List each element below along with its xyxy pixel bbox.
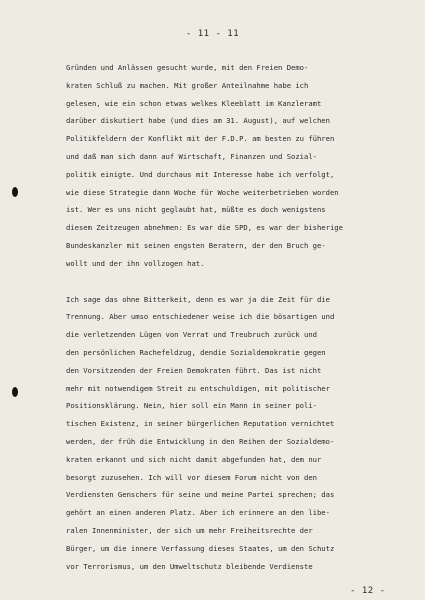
text-line: ist. Wer es uns nicht geglaubt hat, müßte es doch wenigstens [66, 205, 326, 215]
next-page-number: - 12 - [350, 586, 386, 596]
text-line: tischen Existenz, in seiner bürgerlichen Reputation vernichtet [66, 419, 335, 429]
text-line: den Vorsitzenden der Freien Demokraten führt. Das ist nicht [66, 365, 322, 375]
text-line: kraten erkannt und sich nicht damit abgefunden hat, dem nur [66, 454, 322, 464]
text-line: Gründen und Anlässen gesucht wurde, mit den Freien Demo- [66, 63, 309, 72]
text-line: kraten Schluß zu machen. Mit großer Anteilnahme habe ich [66, 80, 309, 90]
text-line: wollt und der ihn vollzogen hat. [66, 258, 205, 268]
text-line: die verletzenden Lügen von Verrat und Treubruch zurück und [66, 330, 317, 340]
text-line: Bundeskanzler mit seinen engsten Beratern, der den Bruch ge- [66, 240, 326, 250]
text-line: gelesen, wie ein schon etwas welkes Kleeblatt im Kanzleramt [66, 98, 322, 108]
text-line: vor Terrorismus, um den Umweltschutz bleibende Verdienste [66, 561, 313, 571]
text-line: den persönlichen Rachefeldzug, dendie Sozialdemokratie gegen [66, 347, 326, 357]
text-line: gehört an einen anderen Platz. Aber ich erinnere an den libe- [66, 508, 330, 518]
text-line: Bürger, um die innere Verfassung dieses Staates, um den Schutz [66, 543, 335, 553]
text-line: ralen Innenminister, der sich um mehr Freiheitsrechte der [66, 525, 313, 535]
text-line: wie diese Strategie dann Woche für Woche weiterbetrieben worden [66, 187, 339, 197]
text-line: diesem Zeitzeugen abnehmen: Es war die SPD, es war der bisherige [66, 223, 343, 233]
text-line: Ich sage das ohne Bitterkeit, denn es war ja die Zeit für die [66, 294, 330, 304]
punch-hole-top [12, 187, 18, 197]
punch-hole-bottom [12, 387, 18, 397]
text-line: werden, der früh die Entwicklung in den Reihen der Sozialdemo- [66, 436, 335, 446]
text-line: Verdiensten Genschers für seine und meine Partei sprechen; das [66, 490, 335, 500]
text-line: Politikfeldern der Konflikt mit der F.D.P. am besten zu führen [66, 134, 335, 144]
paragraph-gap [66, 273, 398, 291]
text-line: besorgt zuzusehen. Ich will vor diesem Forum nicht von den [66, 472, 317, 482]
text-line: mehr mit notwendigem Streit zu entschuldigen, mit politischer [66, 383, 330, 393]
paragraph-2 [66, 291, 398, 576]
text-line: Trennung. Aber umso entschiedener weise ich die bösartigen und [66, 312, 335, 322]
text-line: darüber diskutiert habe (und dies am 31. August), auf welchen [66, 116, 330, 126]
text-line: und daß man sich dann auf Wirtschaft, Finanzen und Sozial- [66, 151, 317, 161]
text-line: Positionsklärung. Nein, hier soll ein Mann in seiner poli- [66, 401, 317, 411]
paragraph-1 [66, 59, 398, 273]
page-number-header: - 11 - 11 [185, 29, 240, 39]
body-text [66, 59, 398, 575]
text-line: politik einigte. Und durchaus mit Interesse habe ich verfolgt, [66, 169, 335, 179]
